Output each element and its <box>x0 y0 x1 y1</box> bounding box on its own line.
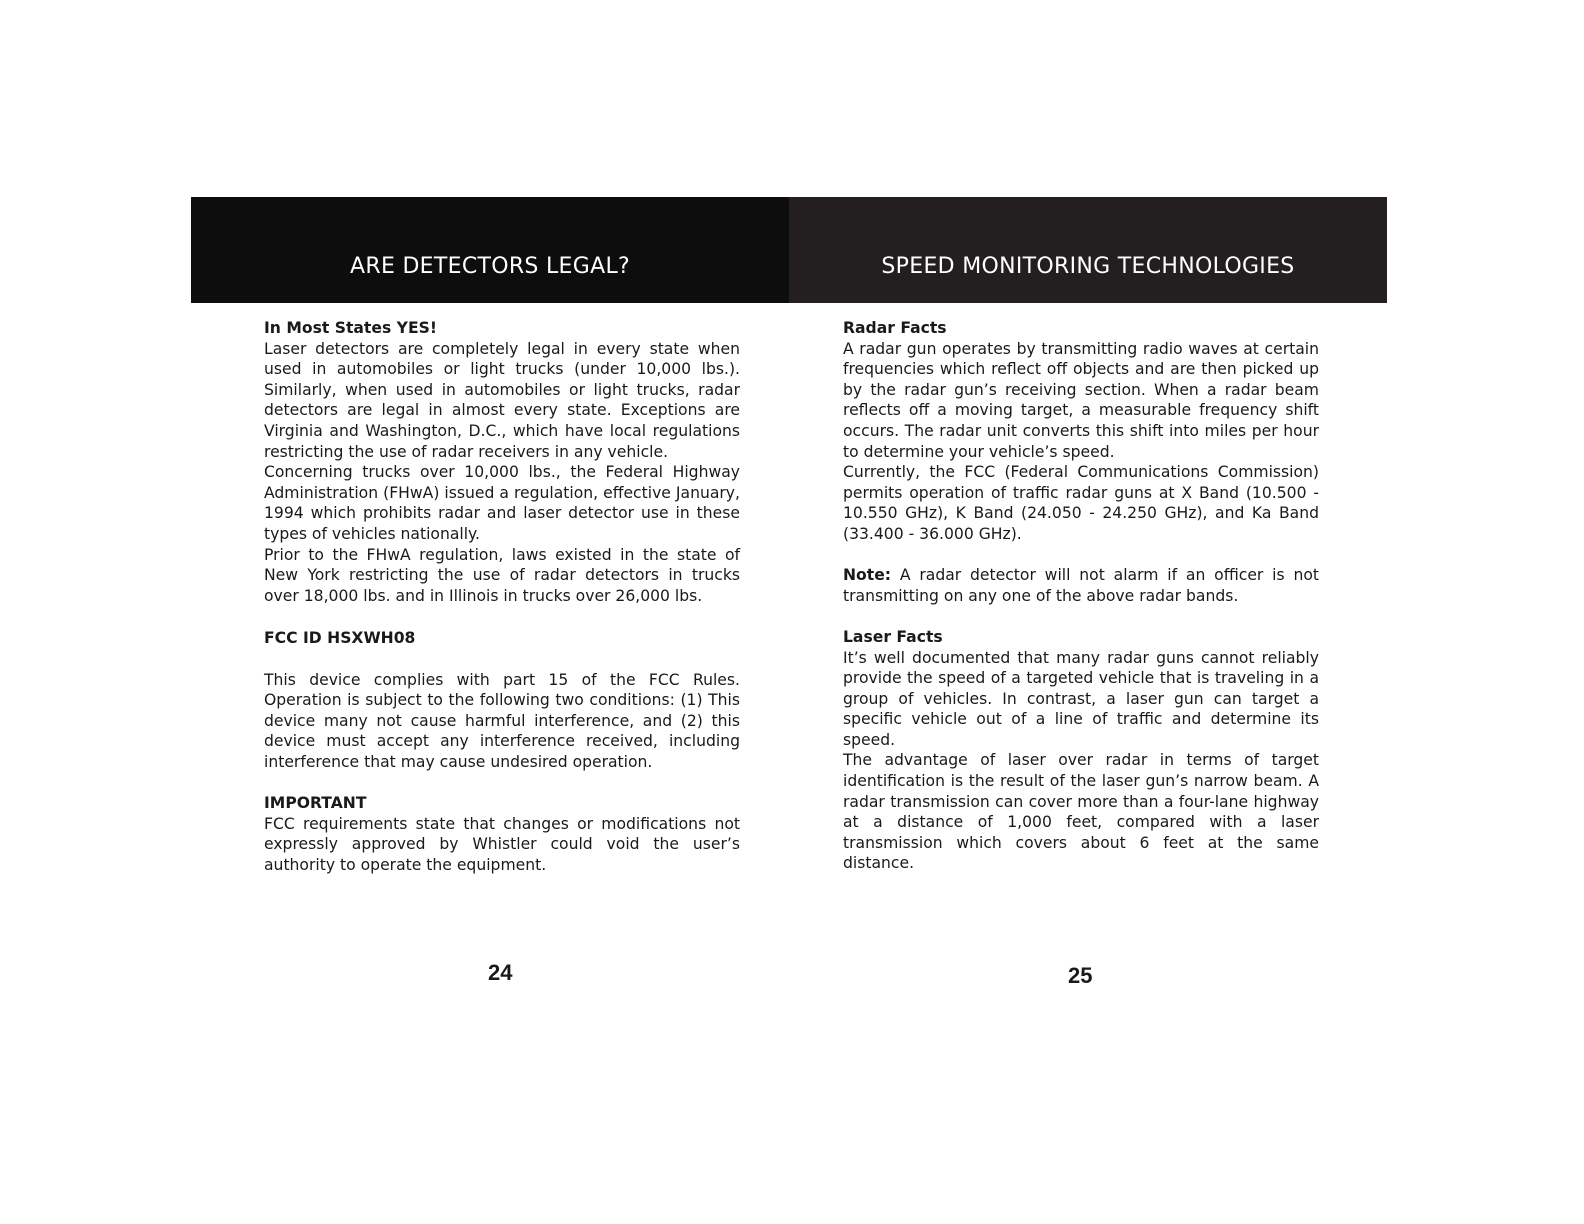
note-text: A radar detector will not alarm if an officer is not transmitting on any one of the above radar bands. <box>843 566 1319 605</box>
spacer <box>264 606 740 628</box>
left-page-title: ARE DETECTORS LEGAL? <box>350 254 630 279</box>
page-number-left: 24 <box>488 960 513 985</box>
radar-facts-paragraph-2: Currently, the FCC (Federal Communications Commission) permits operation of traffic radar guns at X Band (10.500 - 10.550 GHz), K Band (24.050 - 24.250 GHz), and Ka Band (33.400 - 36.000 GHz). <box>843 463 1319 543</box>
most-states-paragraph-3: Prior to the FHwA regulation, laws existed in the state of New York restricting the use of radar detectors in trucks over 18,000 lbs. and in Illinois in trucks over 26,000 lbs. <box>264 545 740 605</box>
radar-facts-paragraph-1: A radar gun operates by transmitting radio waves at certain frequencies which reflect off objects and are then picked up by the radar gun’s receiving section. When a radar beam reflects off a moving target, a measurable frequency shift occurs. The radar unit converts this shift into miles per hour to determine your vehicle’s speed. <box>843 339 1319 461</box>
spacer <box>264 772 740 793</box>
right-page-body <box>843 318 1319 874</box>
important-heading: IMPORTANT <box>264 794 367 813</box>
spacer <box>843 545 1319 566</box>
manual-spread <box>191 197 1387 997</box>
left-page-body <box>264 318 740 875</box>
most-states-paragraph-1: Laser detectors are completely legal in every state when used in automobiles or light trucks (under 10,000 lbs.). Similarly, when used in automobiles or light trucks, radar detectors are legal in almost every state. Exceptions are Virginia and Washington, D.C., which have local regulations restricting the use of radar receivers in any vehicle. <box>264 339 740 461</box>
spacer <box>264 649 740 670</box>
important-paragraph: FCC requirements state that changes or modifications not expressly approved by Whistler could void the user’s authority to operate the equipment. <box>264 814 740 874</box>
right-page-title: SPEED MONITORING TECHNOLOGIES <box>881 254 1295 279</box>
radar-facts-heading: Radar Facts <box>843 319 947 337</box>
laser-facts-heading: Laser Facts <box>843 627 943 646</box>
left-page-header <box>191 197 789 303</box>
laser-facts-paragraph-2: The advantage of laser over radar in terms of target identification is the result of the laser gun’s narrow beam. A radar transmission can cover more than a four-lane highway at a distance of 1,000 feet, compared with a laser transmission which covers about 6 feet at the same distance. <box>843 751 1319 873</box>
laser-facts-paragraph-1: It’s well documented that many radar guns cannot reliably provide the speed of a targeted vehicle that is traveling in a group of vehicles. In contrast, a laser gun can target a specific vehicle out of a line of traffic and determine its speed. <box>843 648 1319 749</box>
most-states-heading: In Most States YES! <box>264 319 437 337</box>
page-number-right: 25 <box>1068 963 1093 988</box>
right-page-header <box>789 197 1387 303</box>
note-paragraph <box>843 565 1319 606</box>
note-label: Note: <box>843 566 892 585</box>
most-states-paragraph-2: Concerning trucks over 10,000 lbs., the Federal Highway Administration (FHwA) issued a regulation, effective January, 1994 which prohibits radar and laser detector use in these types of vehicles nationally. <box>264 463 740 543</box>
fcc-compliance-paragraph: This device complies with part 15 of the FCC Rules. Operation is subject to the following two conditions: (1) This device many not cause harmful interference, and (2) this device must accept any interference received, including interference that may cause undesired operation. <box>264 670 740 771</box>
spacer <box>843 606 1319 627</box>
fcc-id-heading: FCC ID HSXWH08 <box>264 629 416 648</box>
